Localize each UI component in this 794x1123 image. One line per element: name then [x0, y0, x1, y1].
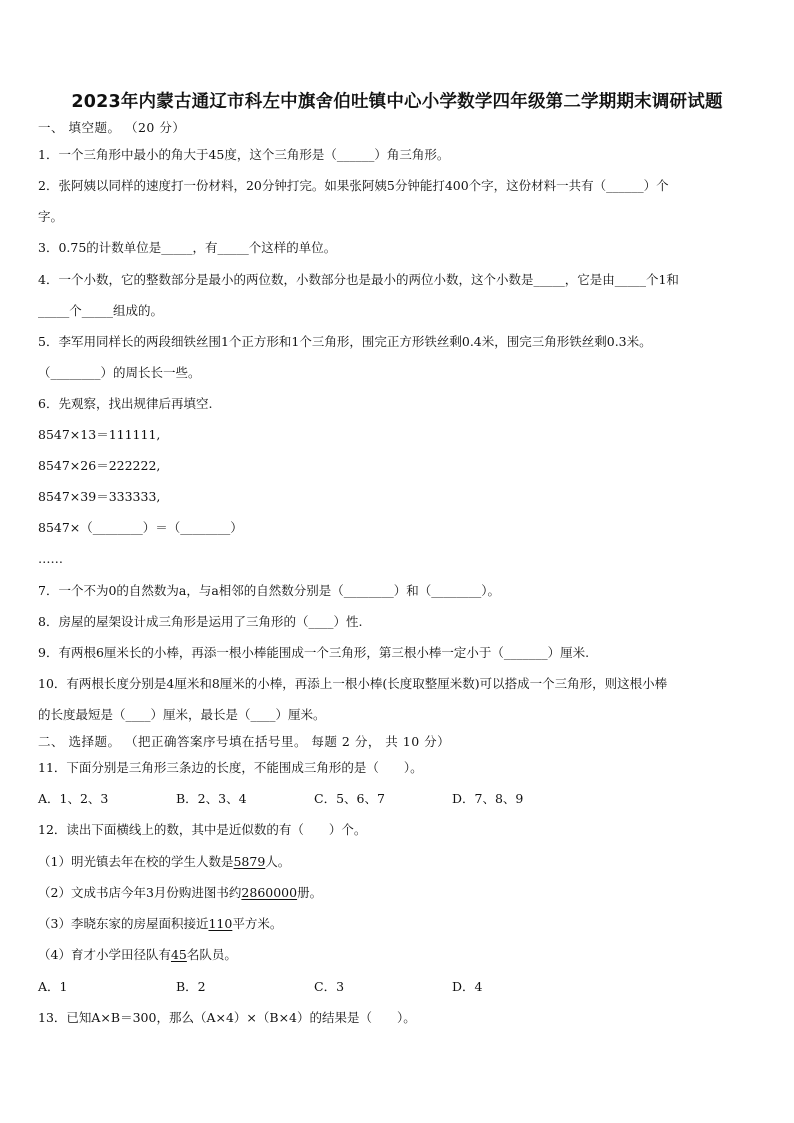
item-text: 人。 [265, 854, 291, 869]
underlined-number: 45 [170, 947, 187, 962]
option-d: D．4 [452, 979, 483, 994]
question-6-ellipsis: …… [38, 551, 63, 566]
section-fill-header: 一、 填空题。 （20 分） [38, 120, 186, 135]
question-9: 9．有两根6厘米长的小棒，再添一根小棒能围成一个三角形，第三根小棒一定小于（_______）厘米. [38, 645, 590, 660]
question-10-line-2: 的长度最短是（____）厘米，最长是（____）厘米。 [38, 707, 326, 722]
question-12-item-4 [38, 946, 764, 964]
question-4-line-2: _____个_____组成的。 [38, 303, 164, 318]
question-12-item-2 [38, 884, 764, 902]
question-4-line-1: 4．一个小数，它的整数部分是最小的两位数，小数部分也是最小的两位小数，这个小数是_____，它是由_____个1和 [38, 272, 679, 287]
option-a: A．1、2、3 [38, 791, 109, 806]
option-c: C．5、6、7 [314, 791, 385, 806]
question-13: 13．已知A×B＝300，那么（A×4）×（B×4）的结果是（ ）。 [38, 1010, 416, 1025]
underlined-number: 2860000 [241, 885, 298, 900]
question-6-row-2: 8547×26＝222222, [38, 458, 161, 473]
option-b: B．2 [176, 979, 206, 994]
question-12-item-1 [38, 853, 764, 871]
option-c: C．3 [314, 979, 345, 994]
question-1: 1．一个三角形中最小的角大于45度，这个三角形是（______）角三角形。 [38, 147, 450, 162]
question-5-line-2: （________）的周长长一些。 [38, 365, 201, 380]
question-3: 3．0.75的计数单位是_____，有_____个这样的单位。 [38, 240, 337, 255]
question-11-options [38, 790, 764, 808]
section-choice-header: 二、 选择题。 （把正确答案序号填在括号里。 每题 2 分， 共 10 分） [38, 734, 451, 749]
option-a: A．1 [38, 979, 68, 994]
question-7: 7．一个不为0的自然数为a，与a相邻的自然数分别是（________）和（________）。 [38, 583, 501, 598]
question-12: 12．读出下面横线上的数，其中是近似数的有（ ）个。 [38, 822, 367, 837]
question-6-row-4: 8547×（________）＝（________） [38, 520, 243, 535]
underlined-number: 110 [208, 916, 233, 931]
item-text: （1）明光镇去年在校的学生人数是 [38, 854, 234, 869]
question-8: 8．房屋的屋架设计成三角形是运用了三角形的（____）性. [38, 614, 363, 629]
item-text: 名队员。 [186, 947, 237, 962]
question-6-row-1: 8547×13＝111111, [38, 427, 161, 442]
question-2-line-2: 字。 [38, 209, 64, 224]
page-title: 2023年内蒙古通辽市科左中旗舍伯吐镇中心小学数学四年级第二学期期末调研试题 [71, 92, 723, 112]
question-5-line-1: 5．李军用同样长的两段细铁丝围1个正方形和1个三角形，围完正方形铁丝剩0.4米，围完三角形铁丝剩0.3米。 [38, 334, 652, 349]
item-text: （4）育才小学田径队有 [38, 947, 171, 962]
item-text: （3）李晓东家的房屋面积接近 [38, 916, 209, 931]
option-b: B．2、3、4 [176, 791, 247, 806]
question-6-intro: 6．先观察，找出规律后再填空. [38, 396, 213, 411]
question-6-row-3: 8547×39＝333333, [38, 489, 161, 504]
item-text: 册。 [297, 885, 323, 900]
question-11: 11．下面分别是三角形三条边的长度，不能围成三角形的是（ ）。 [38, 760, 423, 775]
question-10-line-1: 10．有两根长度分别是4厘米和8厘米的小棒，再添上一根小棒(长度取整厘米数)可以搭成一个三角形，则这根小棒 [38, 676, 668, 691]
option-d: D．7、8、9 [452, 791, 524, 806]
question-12-options [38, 978, 764, 996]
underlined-number: 5879 [233, 854, 266, 869]
item-text: （2）文成书店今年3月份购进图书约 [38, 885, 242, 900]
item-text: 平方米。 [232, 916, 283, 931]
question-12-item-3 [38, 915, 764, 933]
question-2-line-1: 2．张阿姨以同样的速度打一份材料，20分钟打完。如果张阿姨5分钟能打400个字，这份材料一共有（______）个 [38, 178, 669, 193]
